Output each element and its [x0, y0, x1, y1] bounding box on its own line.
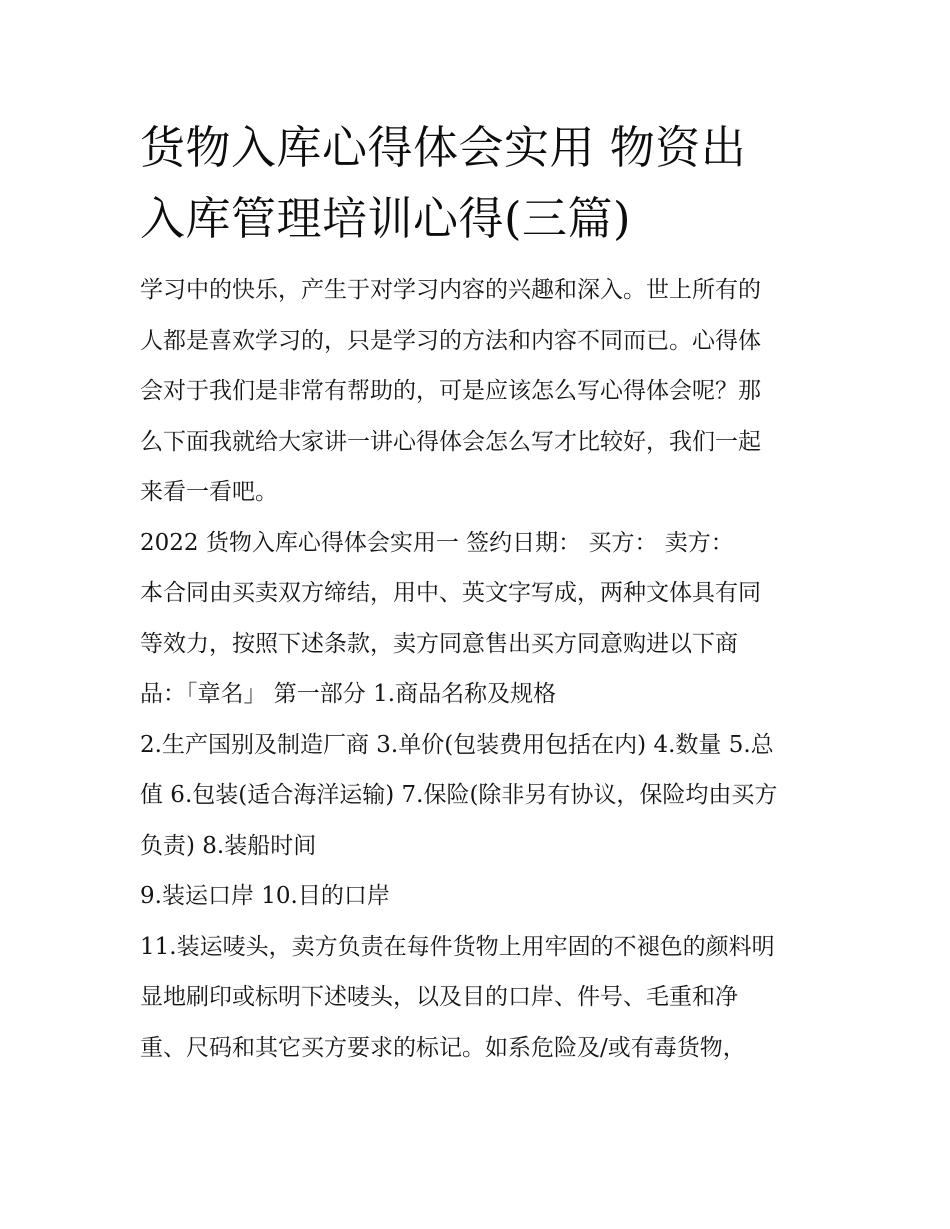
document-body — [140, 112, 812, 1073]
text-line: 重、尺码和其它买方要求的标记。如系危险及/或有毒货物， — [140, 1034, 746, 1061]
text-line: 2.生产国别及制造厂商 3.单价(包装费用包括在内) 4.数量 5.总 — [140, 731, 774, 758]
text-line: 会对于我们是非常有帮助的，可是应该怎么写心得体会呢？那 — [140, 378, 761, 404]
document-title — [140, 112, 812, 254]
text-line: 显地刷印或标明下述唛头，以及目的口岸、件号、毛重和净 — [140, 984, 738, 1010]
text-line: 来看一看吧。 — [140, 479, 278, 505]
shipping-marks-paragraph — [140, 922, 812, 1074]
contract-header-paragraph — [140, 518, 812, 569]
text-line: 值 6.包装(适合海洋运输) 7.保险(除非另有协议，保险均由买方 — [140, 782, 778, 808]
intro-paragraph — [140, 265, 812, 518]
title-line: 货物入库心得体会实用 物资出 — [140, 121, 747, 174]
text-line: 品：「章名」 第一部分 1.商品名称及规格 — [140, 681, 557, 707]
text-line: 11.装运唛头，卖方负责在每件货物上用牢固的不褪色的颜料明 — [140, 933, 775, 960]
contract-intro-paragraph — [140, 568, 812, 720]
contract-items-paragraph — [140, 720, 812, 872]
text-line: 2022 货物入库心得体会实用一 签约日期： 买方： 卖方： — [140, 529, 734, 556]
text-line: 9.装运口岸 10.目的口岸 — [140, 883, 390, 909]
text-line: 等效力，按照下述条款，卖方同意售出买方同意购进以下商 — [140, 630, 738, 657]
text-line: 学习中的快乐，产生于对学习内容的兴趣和深入。世上所有的 — [140, 277, 761, 303]
title-line: 入库管理培训心得(三篇) — [140, 192, 632, 245]
text-line: 么下面我就给大家讲一讲心得体会怎么写才比较好，我们一起 — [140, 428, 761, 455]
ports-paragraph — [140, 871, 812, 922]
text-line: 本合同由买卖双方缔结，用中、英文字写成，两种文体具有同 — [140, 580, 761, 606]
text-line: 人都是喜欢学习的，只是学习的方法和内容不同而已。心得体 — [140, 327, 761, 354]
text-line: 负责) 8.装船时间 — [140, 832, 317, 859]
